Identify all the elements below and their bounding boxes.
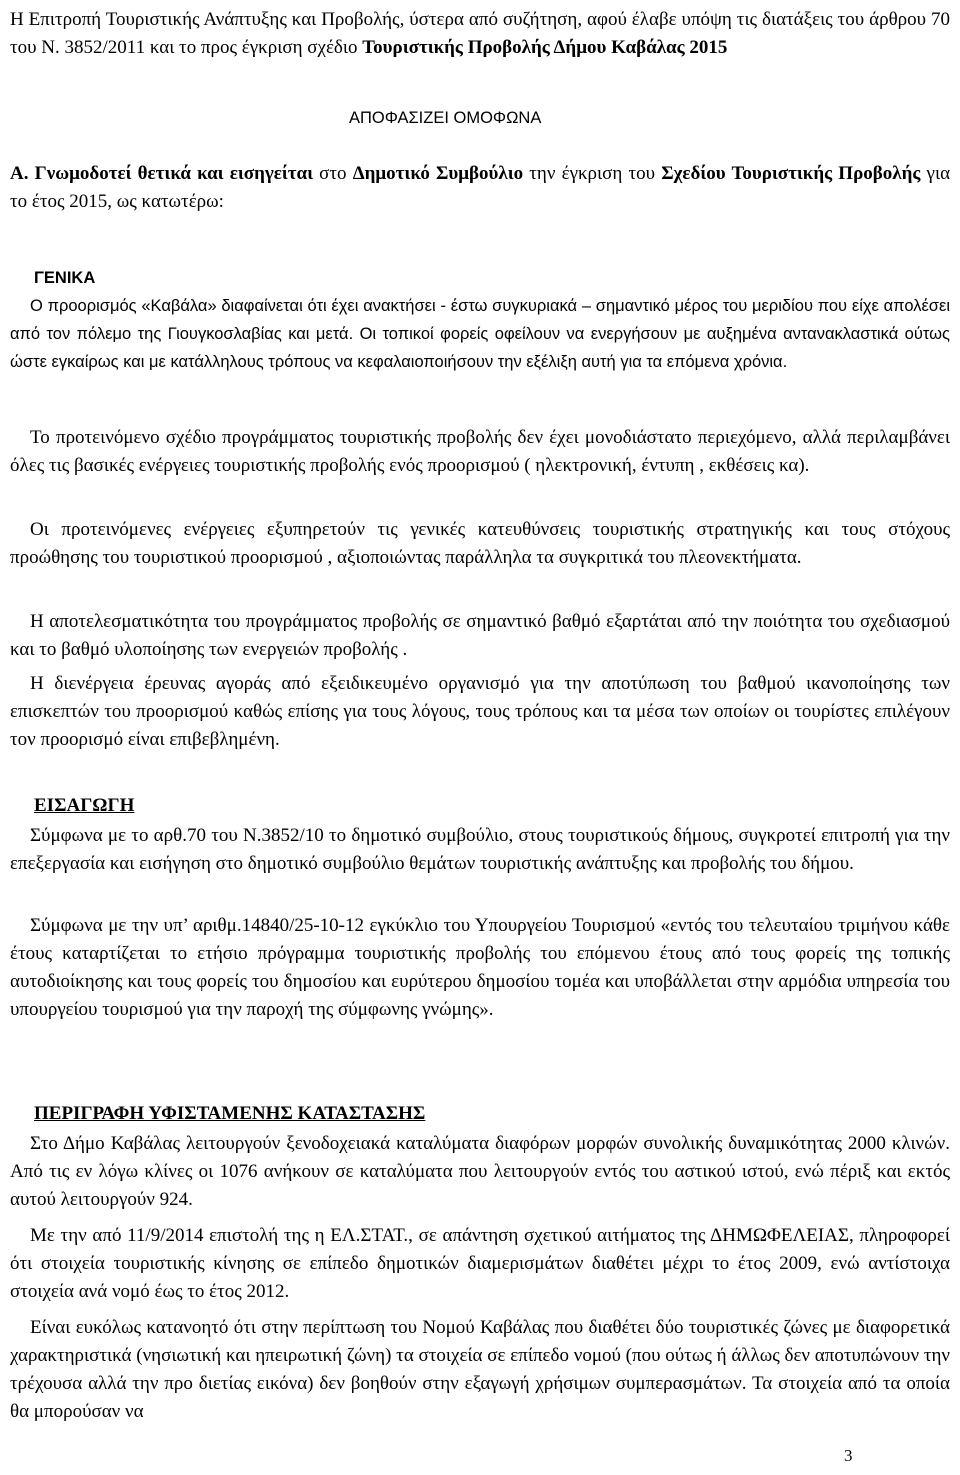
intro-plan-title: Τουριστικής Προβολής Δήμου Καβάλας 2015 <box>362 37 728 58</box>
resolution-text-3: του <box>622 163 662 184</box>
intro-text: Η Επιτροπή Τουριστικής Ανάπτυξης και Προβολής, ύστερα από συζήτηση, αφού έλαβε υπόψη τις διατάξεις του άρθρου 70 του Ν. 3852/2011 και το προς έγκριση σχέδιο <box>10 9 950 58</box>
resolution-lead: Α. Γνωμοδοτεί θετικά και εισηγείται <box>10 163 314 184</box>
general-heading: ΓΕΝΙΚΑ <box>34 269 96 287</box>
page-number: 3 <box>844 1446 853 1465</box>
general-paragraph-3: Οι προτεινόμενες ενέργειες εξυπηρετούν τις γενικές κατευθύνσεις τουριστικής στρατηγικής και τους στόχους προώθησης του τουριστικού προορισμού , αξιοποιώντας παράλληλα τα συγκριτικά του πλεονεκτήματα. <box>10 519 950 568</box>
general-paragraph-5: Η διενέργεια έρευνας αγοράς από εξειδικευμένο οργανισμό για την αποτύπωση του βαθμού ικανοποίησης των επισκεπτών του προορισμού καθώς επίσης για τους λόγους, τους τρόπους και τα μέσα των οποίων οι τουρίστες επιλέγουν τον προορισμό είναι επιβεβλημένη. <box>10 673 950 750</box>
situation-paragraph-2: Με την από 11/9/2014 επιστολή της η ΕΛ.ΣΤΑΤ., σε απάντηση σχετικού αιτήματος της ΔΗΜΩΦΕΛΕΙΑΣ, πληροφορεί ότι στοιχεία τουριστικής κίνησης σε επίπεδο δημοτικών διαμερισμάτων διαθέτει μέχρι το έτος 2009, ενώ αντίστοιχα στοιχεία ανά νομό έως το έτος 2012. <box>10 1225 950 1302</box>
situation-paragraph-3: Είναι ευκόλως κατανοητό ότι στην περίπτωση του Νομού Καβάλας που διαθέτει δύο τουριστικές ζώνες με διαφορετικά χαρακτηριστικά (νησιωτική και ηπειρωτική ζώνη) τα στοιχεία σε επίπεδο νομού (που ούτως ή άλλως δεν αποτυπώνουν την τρέχουσα αλλά την προ διετίας εικόνα) δεν βοηθούν στην εξαγωγή χρήσιμων συμπερασμάτων. Τα στοιχεία από τα οποία θα μπορούσαν να <box>10 1317 950 1422</box>
resolution-text-2: την <box>523 163 562 184</box>
situation-paragraph-1: Στο Δήμο Καβάλας λειτουργούν ξενοδοχειακά καταλύματα διαφόρων μορφών συνολικής δυναμικότητας 2000 κλινών. Από τις εν λόγω κλίνες οι 1076 ανήκουν σε καταλύματα που λειτουργούν εντός του αστικού ιστού, ενώ πέριξ και εκτός αυτού λειτουργούν 924. <box>10 1133 950 1210</box>
decision-heading: ΑΠΟΦΑΣΙΖΕΙ ΟΜΟΦΩΝΑ <box>349 109 542 127</box>
resolution-text-1: στο <box>313 163 353 184</box>
resolution-approval: έγκριση <box>561 163 623 184</box>
general-paragraph-2: Το προτεινόμενο σχέδιο προγράμματος τουριστικής προβολής δεν έχει μονοδιάστατο περιεχόμενο, αλλά περιλαμβάνει όλες τις βασικές ενέργειες τουριστικής προβολής ενός προορισμού ( ηλεκτρονική, έντυπη , εκθέσεις κα). <box>10 427 950 476</box>
introduction-paragraph-2: Σύμφωνα με την υπ’ αριθμ.14840/25-10-12 εγκύκλιο του Υπουργείου Τουρισμού «εντός του τελευταίου τριμήνου κάθε έτους καταρτίζεται το ετήσιο πρόγραμμα τουριστικής προβολής του επόμενου έτους από τους φορείς της τοπικής αυτοδιοίκησης και τους φορείς του δημοσίου και ευρύτερου δημοσίου τομέα και υποβάλλεται στην αρμόδια υπηρεσία του υπουργείου τουρισμού για την παροχή της σύμφωνης γνώμης». <box>10 915 950 1020</box>
general-paragraph-4: Η αποτελεσματικότητα του προγράμματος προβολής σε σημαντικό βαθμό εξαρτάται από την ποιότητα του σχεδιασμού και το βαθμό υλοποίησης των ενεργειών προβολής . <box>10 611 950 660</box>
resolution-plan: Σχεδίου Τουριστικής Προβολής <box>661 163 921 184</box>
resolution-text-4: για το έτος 2015, ως κατωτέρω: <box>10 163 951 212</box>
introduction-paragraph-1: Σύμφωνα με το αρθ.70 του Ν.3852/10 το δημοτικό συμβούλιο, στους τουριστικούς δήμους, συγκροτεί επιτροπή για την επεξεργασία και εισήγηση στο δημοτικό συμβούλιο θεμάτων τουριστικής ανάπτυξης και προβολής του δήμου. <box>10 825 950 874</box>
introduction-heading: ΕΙΣΑΓΩΓΗ <box>34 795 135 816</box>
general-paragraph-1: Ο προορισμός «Καβάλα» διαφαίνεται ότι έχει ανακτήσει - έστω συγκυριακά – σημαντικό μέρος του μεριδίου που είχε απολέσει από τον πόλεμο της Γιουγκοσλαβίας και μετά. Οι τοπικοί φορείς οφείλουν να ενεργήσουν με αυξημένα αντανακλαστικά ούτως ώστε εγκαίρως και με κατάλληλους τρόπους να κεφαλαιοποιήσουν την εξέλιξη αυτή για τα επόμενα χρόνια. <box>10 297 950 371</box>
resolution-council: Δημοτικό Συμβούλιο <box>352 163 524 184</box>
resolution-paragraph <box>10 160 950 216</box>
situation-heading: ΠΕΡΙΓΡΑΦΗ ΥΦΙΣΤΑΜΕΝΗΣ ΚΑΤΑΣΤΑΣΗΣ <box>34 1103 426 1124</box>
intro-paragraph <box>10 6 950 62</box>
